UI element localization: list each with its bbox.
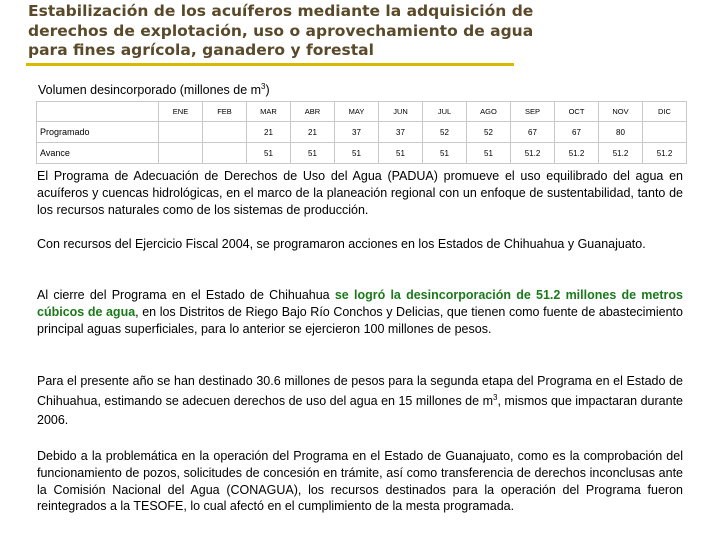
volume-table: [36, 101, 687, 164]
table-cell: 52: [467, 122, 511, 143]
title-line-2: derechos de explotación, uso o aprovechamiento de agua: [28, 21, 534, 40]
table-row-programado: [37, 122, 687, 143]
table-cell: 37: [379, 122, 423, 143]
paragraph-padua: El Programa de Adecuación de Derechos de Uso del Agua (PADUA) promueve el uso equilibrado del agua en acuíferos y cuencas hidrológicas, en el marco de la planeación regional con un enfoque de sustentabilidad, tanto de los recursos naturales como de los sistemas de producción.: [37, 169, 683, 217]
caption-close: ): [265, 83, 270, 98]
table-cell: 51.2: [599, 143, 643, 164]
table-cell: [643, 122, 687, 143]
table-cell: 80: [599, 122, 643, 143]
p4-text-b: , mismos que impactaran durante 2006.: [37, 393, 683, 427]
p4-superscript: 3: [493, 392, 498, 402]
month-header-nov: NOV: [599, 102, 643, 122]
table-cell: 21: [291, 122, 335, 143]
month-header-feb: FEB: [203, 102, 247, 122]
paragraph-fiscal-2004: Con recursos del Ejercicio Fiscal 2004, se programaron acciones en los Estados de Chihuahua y Guanajuato.: [37, 237, 646, 251]
caption-superscript: 3: [261, 82, 266, 91]
p3-text-a: Al cierre del Programa en el Estado de Chihuahua: [37, 288, 335, 302]
page-title: [28, 2, 668, 61]
table-cell: [159, 143, 203, 164]
p3-highlight: se logró la desincorporación de 51.2 millones de metros cúbicos de agua: [37, 288, 683, 319]
title-line-3: para fines agrícola, ganadero y forestal: [28, 41, 374, 59]
month-header-abr: ABR: [291, 102, 335, 122]
table-cell: 51: [379, 143, 423, 164]
table-cell: 52: [423, 122, 467, 143]
table-cell: 51: [291, 143, 335, 164]
table-header-row: [37, 102, 687, 122]
month-header-ene: ENE: [159, 102, 203, 122]
title-line-1: Estabilización de los acuíferos mediante la adquisición de: [28, 2, 534, 20]
table-cell: 67: [555, 122, 599, 143]
table-cell: 67: [511, 122, 555, 143]
month-header-oct: OCT: [555, 102, 599, 122]
caption-text: Volumen desincorporado (millones de m: [38, 83, 262, 98]
table-cell: [203, 143, 247, 164]
header-corner-cell: [37, 102, 159, 122]
month-header-mar: MAR: [247, 102, 291, 122]
table-cell: 21: [247, 122, 291, 143]
table-cell: 51.2: [643, 143, 687, 164]
table-cell: 51: [247, 143, 291, 164]
month-header-ago: AGO: [467, 102, 511, 122]
month-header-jun: JUN: [379, 102, 423, 122]
row-label: Programado: [37, 122, 159, 143]
p4-text-a: Para el presente año se han destinado 30.6 millones de pesos para la segunda etapa del Programa en el Estado de Chihuahua, estimando se adecuen derechos de uso del agua en 15 millones de m: [37, 374, 683, 408]
paragraph-guanajuato: Debido a la problemática en la operación del Programa en el Estado de Guanajuato, como es la comprobación del funcionamiento de pozos, solicitudes de concesión en trámite, así como transferencia de derechos inconclusas ante la Comisión Nacional del Agua (CONAGUA), los recursos destinados para la operación del Programa fueron reintegrados a la TESOFE, lo cual afectó en el cumplimiento de la mesta programada.: [37, 449, 683, 514]
paragraph-second-stage: [37, 372, 683, 431]
table-cell: 51.2: [555, 143, 599, 164]
table-cell: [203, 122, 247, 143]
table-caption: [38, 82, 270, 97]
month-header-sep: SEP: [511, 102, 555, 122]
p3-text-b: , en los Distritos de Riego Bajo Río Conchos y Delicias, que tienen como fuente de abastecimiento principal aguas superficiales, para lo anterior se ejercieron 100 millones de pesos.: [37, 304, 683, 336]
table-cell: 51: [335, 143, 379, 164]
month-header-may: MAY: [335, 102, 379, 122]
table-cell: 37: [335, 122, 379, 143]
table-cell: [159, 122, 203, 143]
title-underline: [26, 63, 514, 66]
month-header-dic: DIC: [643, 102, 687, 122]
table-row-avance: [37, 143, 687, 164]
row-label: Avance: [37, 143, 159, 164]
paragraph-chihuahua-result: [37, 287, 683, 337]
table-cell: 51: [423, 143, 467, 164]
table-cell: 51.2: [511, 143, 555, 164]
table-cell: 51: [467, 143, 511, 164]
month-header-jul: JUL: [423, 102, 467, 122]
